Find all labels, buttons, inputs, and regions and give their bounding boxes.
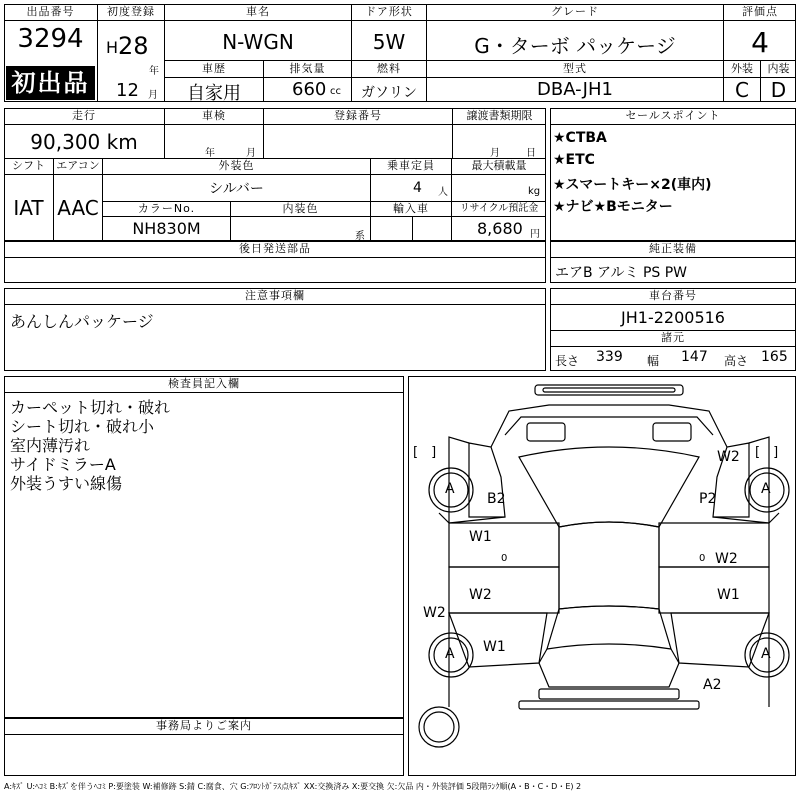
fuel-label: 燃料 bbox=[377, 62, 401, 75]
mark-w2-c: W2 bbox=[469, 587, 492, 603]
mark-w1-c: W1 bbox=[483, 639, 506, 655]
displacement-value: 660 bbox=[292, 79, 327, 100]
inspector-label: 検査員記入欄 bbox=[168, 377, 240, 390]
model-value: DBA-JH1 bbox=[537, 79, 613, 100]
transfer-deadline-label: 譲渡書類期限 bbox=[466, 109, 533, 122]
lot-number: 3294 bbox=[17, 24, 84, 54]
interior-grade: D bbox=[770, 78, 787, 102]
inspector-line: カーペット切れ・破れ bbox=[10, 398, 171, 417]
width-value: 147 bbox=[681, 349, 708, 365]
exterior-color-label: 外装色 bbox=[218, 159, 255, 172]
car-name: N-WGN bbox=[222, 30, 294, 54]
mark-w1-b: W1 bbox=[717, 587, 740, 603]
first-listing-badge: 初出品 bbox=[6, 66, 95, 100]
mark-p2: P2 bbox=[699, 491, 717, 507]
reg-number-label: 登録番号 bbox=[334, 109, 382, 122]
mark-w2-top-right: W2 bbox=[717, 449, 740, 465]
sales-point-item: ★スマートキー×2(車内) bbox=[553, 177, 712, 193]
exterior-grade: C bbox=[735, 78, 749, 102]
max-load-unit: kg bbox=[528, 186, 541, 197]
notes-value: あんしんパッケージ bbox=[10, 312, 154, 331]
exterior-grade-label: 外装 bbox=[731, 62, 753, 75]
lot-label: 出品番号 bbox=[26, 5, 75, 18]
office-label: 事務局よりご案内 bbox=[156, 719, 252, 732]
aircon-label: エアコン bbox=[56, 159, 100, 172]
color-no-label: カラーNo. bbox=[137, 202, 196, 215]
mark-w2-left: W2 bbox=[423, 605, 446, 621]
inspection-label: 車検 bbox=[202, 109, 226, 122]
grade-value: G・ターボ パッケージ bbox=[474, 34, 676, 58]
inspector-line: 室内薄汚れ bbox=[10, 436, 91, 455]
fuel-value: ガソリン bbox=[361, 85, 417, 101]
mark-tire-fr: A bbox=[761, 481, 771, 497]
import-label: 輸入車 bbox=[393, 202, 429, 215]
inspection-year-unit: 年 bbox=[205, 148, 215, 159]
inspection-month-unit: 月 bbox=[246, 148, 256, 159]
car-diagram bbox=[408, 376, 796, 776]
history-value: 自家用 bbox=[187, 83, 241, 104]
equipment-label: 純正装備 bbox=[649, 242, 697, 255]
first-reg-year: 28 bbox=[118, 32, 149, 60]
color-no: NH830M bbox=[132, 219, 201, 238]
first-reg-month-unit: 月 bbox=[148, 90, 158, 101]
exterior-color: シルバー bbox=[209, 181, 264, 197]
mark-zero-a: 0 bbox=[501, 553, 508, 564]
bracket-left: [ ] bbox=[413, 445, 437, 460]
capacity-value: 4 bbox=[413, 180, 422, 196]
mark-tire-rl: A bbox=[445, 646, 455, 662]
dimensions-label: 諸元 bbox=[661, 331, 685, 344]
score-label: 評価点 bbox=[742, 5, 778, 18]
legend-text: A:ｷｽﾞ U:ﾍｺﾐ B:ｷｽﾞを伴うﾍｺﾐ P:要塗装 W:補修跡 S:錆 C:腐食、穴 G:ﾌﾛﾝﾄｶﾞﾗｽ点ｷｽﾞ XX:交換済み X:要交換 欠:欠品 内・外装評価 5段階ﾗﾝｸ順(A・B・C・D・E) 2 bbox=[4, 782, 582, 791]
inspector-line: サイドミラーA bbox=[10, 455, 116, 474]
height-value: 165 bbox=[761, 349, 788, 365]
length-label: 長さ bbox=[555, 354, 580, 368]
mileage-value: 90,300 km bbox=[30, 130, 138, 154]
capacity-unit: 人 bbox=[438, 187, 448, 198]
interior-grade-label: 内装 bbox=[767, 62, 790, 75]
recycle-value: 8,680 bbox=[477, 219, 523, 238]
mark-w2-b: W2 bbox=[715, 551, 738, 567]
capacity-label: 乗車定員 bbox=[387, 159, 435, 172]
later-parts-label: 後日発送部品 bbox=[239, 242, 311, 255]
history-label: 車歴 bbox=[202, 62, 226, 75]
chassis-label: 車台番号 bbox=[649, 289, 697, 302]
door-label: ドア形状 bbox=[365, 5, 413, 18]
sales-point-item: ★CTBA bbox=[553, 130, 607, 146]
first-reg-month: 12 bbox=[116, 80, 139, 101]
score-value: 4 bbox=[751, 26, 769, 59]
grade-label: グレード bbox=[551, 5, 599, 18]
interior-color-label: 内装色 bbox=[282, 202, 319, 215]
car-name-label: 車名 bbox=[246, 5, 270, 18]
inspector-line: シート切れ・破れ小 bbox=[10, 417, 155, 436]
interior-color-unit: 系 bbox=[355, 231, 365, 242]
transfer-day-unit: 日 bbox=[526, 148, 536, 159]
width-label: 幅 bbox=[647, 354, 660, 368]
recycle-label: リサイクル預託金 bbox=[459, 203, 539, 214]
inspector-line: 外装うすい線傷 bbox=[10, 474, 123, 493]
aircon-value: AAC bbox=[57, 196, 99, 220]
mark-b2: B2 bbox=[487, 491, 506, 507]
notes-label: 注意事項欄 bbox=[245, 289, 305, 302]
length-value: 339 bbox=[596, 349, 623, 365]
shift-value: IAT bbox=[13, 196, 44, 220]
bracket-right: [ ] bbox=[755, 445, 779, 460]
displacement-unit: cc bbox=[330, 86, 341, 97]
car-outline-icon bbox=[409, 377, 797, 777]
mark-a2: A2 bbox=[703, 677, 722, 693]
max-load-label: 最大積載量 bbox=[471, 159, 527, 172]
door-type: 5W bbox=[372, 30, 406, 54]
mark-w1-a: W1 bbox=[469, 529, 492, 545]
first-reg-label: 初度登録 bbox=[107, 5, 155, 18]
mark-tire-rr: A bbox=[761, 646, 771, 662]
transfer-month-unit: 月 bbox=[490, 148, 500, 159]
mileage-label: 走行 bbox=[72, 109, 96, 122]
height-label: 高さ bbox=[724, 354, 749, 368]
first-reg-year-unit: 年 bbox=[149, 66, 159, 77]
mark-zero-b: 0 bbox=[699, 553, 706, 564]
equipment-value: エアB アルミ PS PW bbox=[555, 265, 688, 281]
chassis-number: JH1-2200516 bbox=[621, 308, 725, 327]
recycle-unit: 円 bbox=[530, 229, 540, 240]
mark-tire-fl: A bbox=[445, 481, 455, 497]
displacement-label: 排気量 bbox=[289, 62, 326, 75]
sales-points-label: セールスポイント bbox=[625, 109, 721, 122]
first-reg-era: H bbox=[106, 38, 119, 57]
shift-label: シフト bbox=[12, 159, 45, 172]
sales-point-item: ★ETC bbox=[553, 152, 595, 168]
sales-point-item: ★ナビ★Bモニター bbox=[553, 199, 673, 215]
model-label: 型式 bbox=[563, 62, 587, 75]
